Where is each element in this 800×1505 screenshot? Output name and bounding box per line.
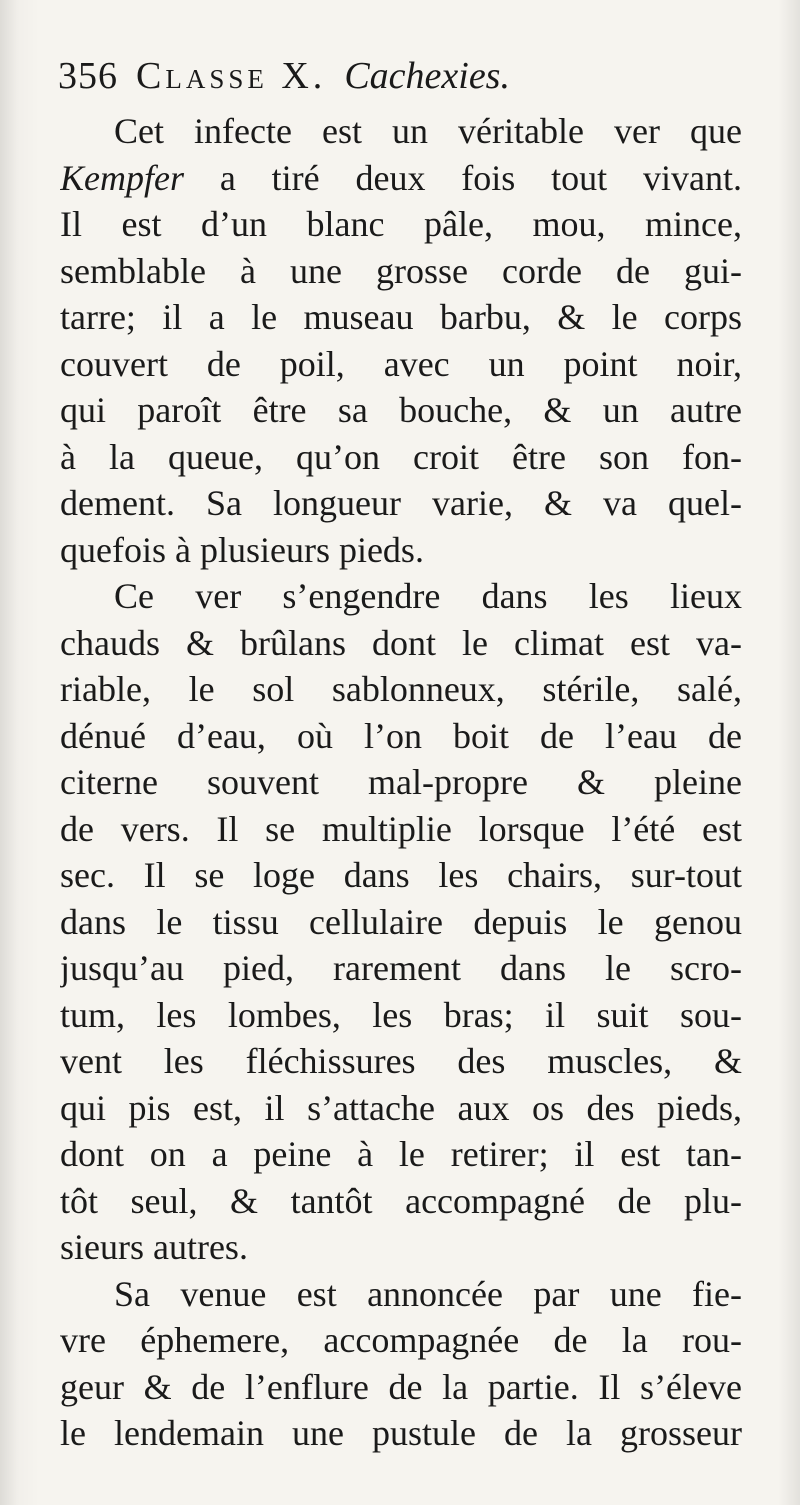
text-line: de vers. Il se multiplie lorsque l’été est	[60, 808, 742, 849]
text-fragment: a tiré deux fois tout vivant.	[183, 157, 742, 198]
text-line: tôt seul, & tantôt accompagné de plu-	[60, 1180, 742, 1221]
text-line: jusqu’au pied, rarement dans le scro-	[60, 948, 742, 988]
page-number: 356	[58, 55, 118, 97]
page-header	[58, 48, 758, 104]
text-line: Il est d’un blanc pâle, mou, mince,	[60, 204, 742, 244]
text-line: vent les fléchissures des muscles, &	[60, 1041, 742, 1081]
text-line: le lendemain une pustule de la grosseur	[60, 1413, 742, 1453]
text-line: couvert de poil, avec un point noir,	[60, 343, 742, 384]
text-line: Cet infecte est un véritable ver que	[114, 111, 742, 151]
text-line: à la queue, qu’on croit être son fon-	[60, 436, 742, 477]
body-text	[60, 108, 742, 1457]
text-line: Sa venue est annoncée par une fie-	[114, 1273, 742, 1314]
text-line	[60, 155, 742, 202]
text-line: dement. Sa longueur varie, & va quel-	[60, 483, 742, 523]
text-line: qui pis est, il s’attache aux os des pieds,	[60, 1087, 742, 1128]
text-line: sieurs autres.	[60, 1227, 248, 1267]
text-line: dans le tissu cellulaire depuis le genou	[60, 901, 742, 942]
text-line: geur & de l’enflure de la partie. Il s’éleve	[60, 1366, 742, 1407]
text-line: riable, le sol sablonneux, stérile, salé,	[60, 669, 742, 709]
text-line: dénué d’eau, où l’on boit de l’eau de	[60, 715, 742, 756]
text-line: tum, les lombes, les bras; il suit sou-	[60, 994, 742, 1035]
text-line: chauds & brûlans dont le climat est va-	[60, 622, 742, 663]
text-line: citerne souvent mal-propre & pleine	[60, 762, 742, 802]
text-line: tarre; il a le museau barbu, & le corps	[60, 297, 742, 337]
text-line: semblable à une grosse corde de gui-	[60, 250, 742, 291]
class-label: Classe X.	[136, 55, 327, 97]
text-line: dont on a peine à le retirer; il est tan-	[60, 1134, 742, 1174]
text-line: sec. Il se loge dans les chairs, sur-tout	[60, 855, 742, 895]
text-line: Ce ver s’engendre dans les lieux	[114, 576, 742, 616]
running-title: Cachexies.	[344, 55, 510, 97]
author-name: Kempfer	[60, 157, 184, 198]
text-line: vre éphemere, accompagnée de la rou-	[60, 1320, 742, 1360]
text-line: quefois à plusieurs pieds.	[60, 529, 424, 570]
text-line: qui paroît être sa bouche, & un autre	[60, 390, 742, 430]
